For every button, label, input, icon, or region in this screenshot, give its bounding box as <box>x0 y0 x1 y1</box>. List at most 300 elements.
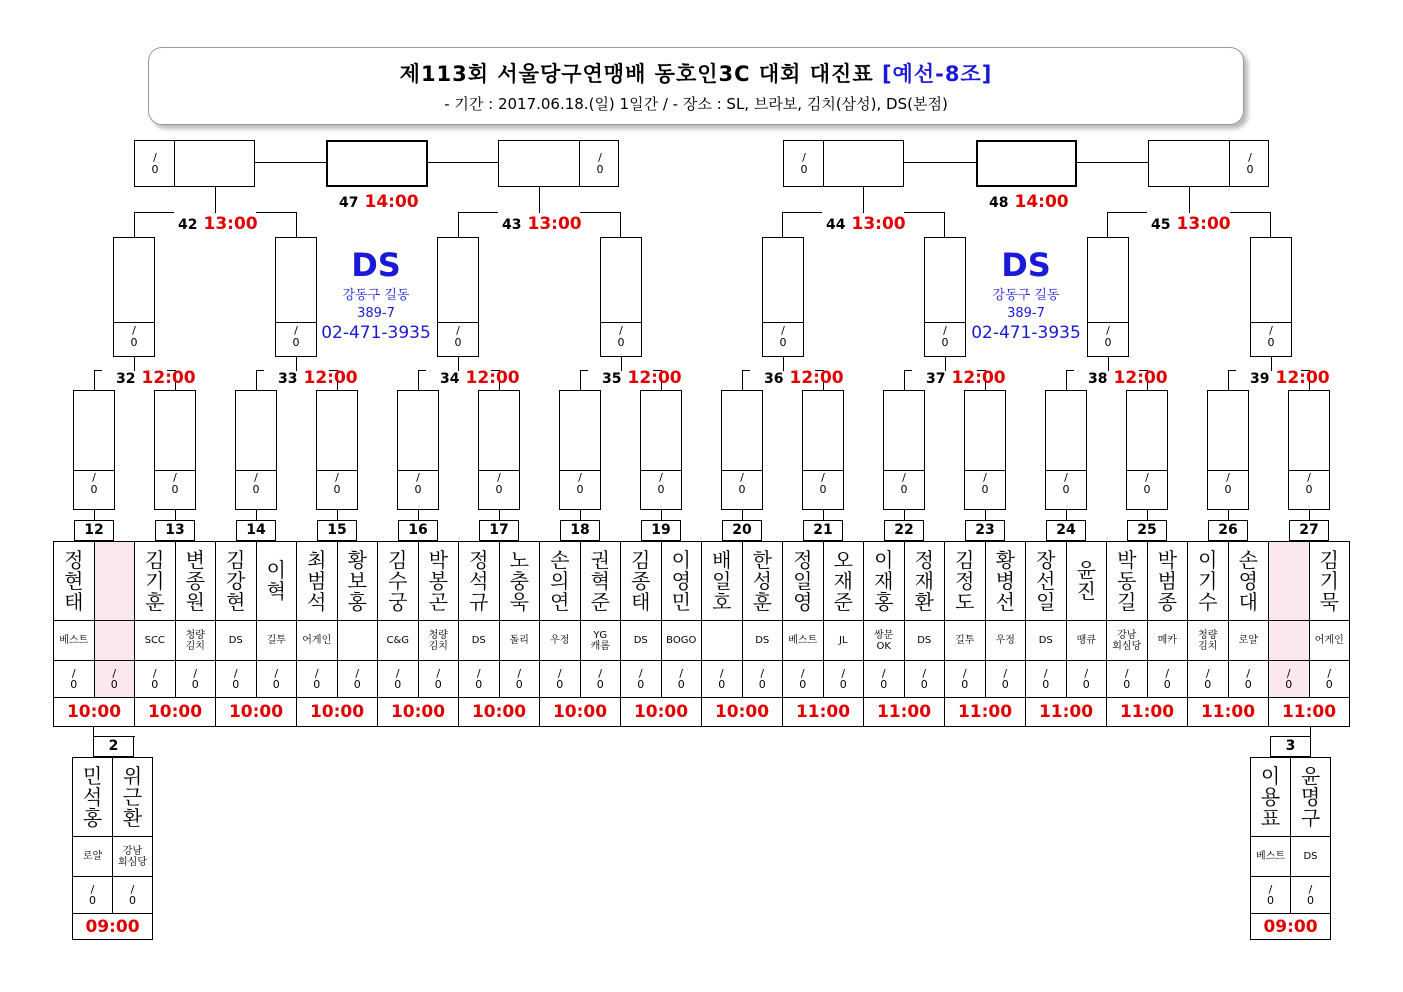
grid-row <box>54 621 1350 661</box>
player-name-cell <box>256 542 297 621</box>
player-name-cell <box>459 542 500 621</box>
match-time: 11:00 <box>1200 702 1256 722</box>
player-club: 땡큐 <box>1076 635 1096 646</box>
score-cell <box>256 661 297 698</box>
match-label <box>278 368 358 388</box>
match-time: 13:00 <box>851 214 906 234</box>
player-grid <box>53 541 1350 727</box>
player-club-cell <box>175 621 216 661</box>
player-club: 우정 <box>995 635 1015 646</box>
match-label <box>116 368 196 388</box>
match-number: 39 <box>1250 371 1270 387</box>
score-placeholder: / 0 <box>394 667 402 691</box>
player-club: 강남 회심당 <box>1112 629 1142 652</box>
match-number: 37 <box>926 371 946 387</box>
bracket-line <box>1288 470 1289 510</box>
player-club: 메카 <box>1157 635 1177 646</box>
match-time-cell <box>1026 698 1107 727</box>
bracket-line <box>559 470 560 510</box>
player-club-cell <box>297 621 338 661</box>
match-time-cell <box>135 698 216 727</box>
player-name-cell <box>499 542 540 621</box>
bracket-line <box>539 187 540 213</box>
player-club: SCC <box>144 635 165 646</box>
bracket-line <box>600 322 642 323</box>
player-name-cell <box>742 542 783 621</box>
player-name-cell <box>113 758 153 837</box>
player-club: 로얄 <box>1238 635 1258 646</box>
score-placeholder: / 0 <box>576 471 584 496</box>
player-club-cell <box>1228 621 1269 661</box>
player-club-cell <box>702 621 743 661</box>
player-name: 윤명구 <box>1300 763 1321 830</box>
player-club-cell <box>337 621 378 661</box>
final-box <box>326 140 428 187</box>
player-club-cell <box>1309 621 1350 661</box>
score-placeholder: / 0 <box>454 324 462 349</box>
player-name-cell <box>1107 542 1148 621</box>
match-time-cell <box>621 698 702 727</box>
match-label <box>764 368 844 388</box>
score-placeholder: / 0 <box>1143 471 1151 496</box>
match-time: 12:00 <box>789 368 844 388</box>
bracket-line <box>174 140 175 187</box>
player-name: 최범석 <box>307 547 327 614</box>
match-label <box>826 214 906 234</box>
score-cell <box>661 661 702 698</box>
match-number-box: 17 <box>479 520 519 541</box>
bracket-line <box>1250 322 1292 323</box>
player-club-cell <box>985 621 1026 661</box>
match-time: 13:00 <box>1176 214 1231 234</box>
match-label <box>440 368 520 388</box>
player-club: DS <box>1038 635 1053 646</box>
match-number-box: 26 <box>1208 520 1248 541</box>
score-placeholder: / 0 <box>1307 883 1314 907</box>
player-name: 손영대 <box>1238 547 1258 614</box>
grid-row <box>54 542 1350 621</box>
player-name-cell <box>945 542 986 621</box>
bracket-line <box>924 322 925 357</box>
player-name: 권혁준 <box>590 547 610 614</box>
score-placeholder: / 0 <box>1062 471 1070 496</box>
match-time: 13:00 <box>203 214 258 234</box>
bracket-line <box>134 357 135 371</box>
score-placeholder: / 0 <box>981 471 989 496</box>
match-number-box: 15 <box>317 520 357 541</box>
match-number: 43 <box>502 217 522 233</box>
player-name: 윤 진 <box>1076 558 1096 603</box>
player-club: YG 캐롬 <box>590 629 610 652</box>
player-name: 이재홍 <box>874 547 894 614</box>
bracket-line <box>275 322 276 357</box>
match-time-cell <box>54 698 135 727</box>
match-time: 12:00 <box>465 368 520 388</box>
score-placeholder: / 0 <box>129 883 136 907</box>
player-name-cell <box>864 542 905 621</box>
match-time: 10:00 <box>309 702 365 722</box>
player-name: 김강현 <box>226 547 246 614</box>
score-cell <box>540 661 581 698</box>
player-club: DS <box>228 635 243 646</box>
match-time: 10:00 <box>147 702 203 722</box>
player-name-cell <box>1026 542 1067 621</box>
grid-row <box>1251 837 1331 877</box>
score-placeholder: / 0 <box>839 667 847 691</box>
score-placeholder: / 0 <box>191 667 199 691</box>
grid-row <box>1251 914 1331 940</box>
player-name-cell <box>1291 758 1331 837</box>
score-placeholder: / 0 <box>1204 667 1212 691</box>
grid-row <box>54 661 1350 698</box>
player-club-cell <box>661 621 702 661</box>
player-club-cell <box>864 621 905 661</box>
bracket-line <box>296 212 297 238</box>
player-name-cell <box>135 542 176 621</box>
match-time: 11:00 <box>876 702 932 722</box>
score-cell <box>499 661 540 698</box>
player-club: 쌍문 OK <box>874 629 894 652</box>
match-number-box: 12 <box>74 520 114 541</box>
player-name-cell <box>661 542 702 621</box>
player-name: 황병선 <box>995 547 1015 614</box>
venue-address-2: 389-7 <box>357 306 395 321</box>
match-time: 10:00 <box>633 702 689 722</box>
match-label <box>178 214 258 234</box>
score-placeholder: / 0 <box>819 471 827 496</box>
match-number-box: 20 <box>722 520 762 541</box>
match-label <box>602 368 682 388</box>
score-placeholder: / 0 <box>596 667 604 691</box>
bracket-line <box>458 212 459 238</box>
match-time: 12:00 <box>1113 368 1168 388</box>
match-time-cell <box>864 698 945 727</box>
match-time: 11:00 <box>1038 702 1094 722</box>
score-cell <box>702 661 743 698</box>
score-placeholder: / 0 <box>353 667 361 691</box>
score-placeholder: / 0 <box>961 667 969 691</box>
match-time-cell <box>945 698 1026 727</box>
bracket-line <box>1045 470 1046 510</box>
player-name: 변종원 <box>185 547 205 614</box>
score-cell <box>1107 661 1148 698</box>
score-placeholder: / 0 <box>1246 151 1254 176</box>
bracket-line <box>742 370 743 391</box>
player-name: 배일호 <box>712 547 732 614</box>
match-time: 11:00 <box>1119 702 1175 722</box>
match-time: 14:00 <box>1014 192 1069 212</box>
match-number-box: 24 <box>1046 520 1086 541</box>
bracket-line <box>579 140 580 187</box>
player-club: 우정 <box>550 635 570 646</box>
player-name-cell <box>54 542 95 621</box>
bracket-line <box>418 370 419 391</box>
match-number-box: 22 <box>884 520 924 541</box>
player-club-cell <box>73 837 113 877</box>
player-name: 이기수 <box>1198 547 1218 614</box>
bracket-line <box>1270 212 1271 238</box>
bracket-line <box>863 187 864 213</box>
match-label <box>1088 368 1168 388</box>
match-time: 12:00 <box>627 368 682 388</box>
score-placeholder: / 0 <box>657 471 665 496</box>
score-placeholder: / 0 <box>434 667 442 691</box>
bracket-line <box>134 212 135 238</box>
match-number-box: 25 <box>1127 520 1167 541</box>
venue-name: DS <box>351 246 401 284</box>
match-time-cell <box>1188 698 1269 727</box>
score-placeholder: / 0 <box>1267 883 1274 907</box>
player-name-cell <box>783 542 824 621</box>
bracket-line <box>1066 370 1067 391</box>
player-name: 민석홍 <box>82 763 103 830</box>
player-name-cell <box>175 542 216 621</box>
score-placeholder: / 0 <box>232 667 240 691</box>
match-number: 33 <box>278 371 298 387</box>
player-club-cell <box>459 621 500 661</box>
match-time: 09:00 <box>1263 916 1318 937</box>
score-placeholder: / 0 <box>1001 667 1009 691</box>
player-club-cell <box>418 621 459 661</box>
match-number: 48 <box>989 195 1009 211</box>
match-time: 12:00 <box>141 368 196 388</box>
bracket-line <box>945 357 946 371</box>
player-name-cell <box>540 542 581 621</box>
score-cell <box>1291 877 1331 914</box>
player-name-cell <box>1309 542 1350 621</box>
match-label <box>339 192 419 212</box>
match-time-cell <box>1251 914 1331 940</box>
score-placeholder: / 0 <box>779 324 787 349</box>
match-number-box: 21 <box>803 520 843 541</box>
player-name-cell <box>418 542 459 621</box>
player-name-cell <box>1269 542 1310 621</box>
match-time: 10:00 <box>552 702 608 722</box>
grid-row <box>1251 758 1331 837</box>
player-club-cell <box>1269 621 1310 661</box>
player-club-cell <box>256 621 297 661</box>
score-placeholder: / 0 <box>333 471 341 496</box>
player-name: 이용표 <box>1260 763 1281 830</box>
bracket-line <box>782 212 783 238</box>
score-cell <box>113 877 153 914</box>
bracket-line <box>600 322 601 357</box>
match-time-cell <box>702 698 783 727</box>
venue-address: 강동구 길동 <box>992 288 1060 303</box>
score-cell <box>1147 661 1188 698</box>
score-placeholder: / 0 <box>617 324 625 349</box>
match-time: 14:00 <box>364 192 419 212</box>
player-name: 박봉곤 <box>428 547 448 614</box>
score-placeholder: / 0 <box>738 471 746 496</box>
venue-phone: 02-471-3935 <box>321 323 431 343</box>
player-name-cell <box>1147 542 1188 621</box>
match-time-cell <box>540 698 621 727</box>
bracket-line <box>94 370 95 391</box>
player-club-cell <box>499 621 540 661</box>
score-placeholder: / 0 <box>90 471 98 496</box>
bracket-line <box>215 187 216 213</box>
match-time-cell <box>1269 698 1350 727</box>
match-number: 35 <box>602 371 622 387</box>
score-cell <box>337 661 378 698</box>
player-name-cell <box>702 542 743 621</box>
venue-phone: 02-471-3935 <box>971 323 1081 343</box>
score-cell <box>742 661 783 698</box>
bracket-line <box>296 357 297 371</box>
player-club: DS <box>633 635 648 646</box>
score-placeholder: / 0 <box>1082 667 1090 691</box>
player-club-cell <box>54 621 95 661</box>
player-club-cell <box>1251 837 1291 877</box>
match-time-cell <box>378 698 459 727</box>
bracket-line <box>580 370 581 391</box>
player-club: 강남 회심당 <box>118 845 147 868</box>
score-placeholder: / 0 <box>1042 667 1050 691</box>
score-cell <box>985 661 1026 698</box>
match-time: 11:00 <box>1281 702 1337 722</box>
player-club: DS <box>1303 851 1318 862</box>
match-time: 10:00 <box>66 702 122 722</box>
title-main: 제113회 서울당구연맹배 동호인3C 대회 대진표 <box>399 62 874 86</box>
score-cell <box>135 661 176 698</box>
player-club-cell <box>1291 837 1331 877</box>
score-placeholder: / 0 <box>800 151 808 176</box>
score-placeholder: / 0 <box>151 667 159 691</box>
bracket-line <box>904 162 977 163</box>
score-cell <box>1026 661 1067 698</box>
bracket-line <box>478 470 479 510</box>
score-placeholder: / 0 <box>900 471 908 496</box>
score-placeholder: / 0 <box>596 151 604 176</box>
match-number-box: 18 <box>560 520 600 541</box>
score-placeholder: / 0 <box>89 883 96 907</box>
player-name-cell <box>216 542 257 621</box>
match-label <box>502 214 582 234</box>
score-placeholder: / 0 <box>718 667 726 691</box>
player-club-cell <box>135 621 176 661</box>
match-time-cell <box>783 698 864 727</box>
player-club: 길투 <box>266 635 286 646</box>
bracket-line <box>621 357 622 371</box>
bracket-line <box>255 162 327 163</box>
match-number-box: 16 <box>398 520 438 541</box>
bracket-line <box>823 140 824 187</box>
bracket-line <box>397 470 398 510</box>
player-name: 위근환 <box>122 763 143 830</box>
player-club-cell <box>945 621 986 661</box>
player-name: 장선일 <box>1036 547 1056 614</box>
score-placeholder: / 0 <box>252 471 260 496</box>
match-time: 10:00 <box>471 702 527 722</box>
player-name-cell <box>1188 542 1229 621</box>
player-club: 베스트 <box>1256 851 1285 862</box>
final-box <box>976 140 1077 187</box>
player-club-cell <box>904 621 945 661</box>
score-placeholder: / 0 <box>920 667 928 691</box>
bracket-line <box>113 322 155 323</box>
score-cell <box>823 661 864 698</box>
match-time-cell <box>1107 698 1188 727</box>
player-club: 돌리 <box>509 635 529 646</box>
player-club-cell <box>1066 621 1107 661</box>
bracket-line <box>154 470 155 510</box>
player-club: 청량 김치 <box>1198 629 1218 652</box>
player-club: 베스트 <box>788 635 818 646</box>
page-title <box>149 58 1243 88</box>
player-name-cell <box>297 542 338 621</box>
score-cell <box>216 661 257 698</box>
bracket-line <box>1077 162 1149 163</box>
venue-name: DS <box>1001 246 1051 284</box>
match-number: 47 <box>339 195 359 211</box>
score-cell <box>1251 877 1291 914</box>
score-cell <box>54 661 95 698</box>
score-cell <box>904 661 945 698</box>
player-name-cell <box>337 542 378 621</box>
player-club-cell <box>540 621 581 661</box>
score-placeholder: / 0 <box>1267 324 1275 349</box>
player-name: 한성훈 <box>752 547 772 614</box>
player-name-cell <box>904 542 945 621</box>
match-label <box>989 192 1069 212</box>
score-placeholder: / 0 <box>110 667 118 691</box>
score-cell <box>621 661 662 698</box>
score-placeholder: / 0 <box>1104 324 1112 349</box>
score-placeholder: / 0 <box>677 667 685 691</box>
bracket-line <box>944 212 945 238</box>
match-number-box: 14 <box>236 520 276 541</box>
bracket-line <box>964 470 965 510</box>
score-placeholder: / 0 <box>313 667 321 691</box>
player-name-cell <box>580 542 621 621</box>
player-name-cell <box>1066 542 1107 621</box>
player-club-cell <box>378 621 419 661</box>
grid-row <box>54 698 1350 727</box>
player-club-cell <box>1147 621 1188 661</box>
bracket-line <box>1229 140 1230 187</box>
score-cell <box>1309 661 1350 698</box>
match-number: 32 <box>116 371 136 387</box>
bracket-line <box>1207 470 1208 510</box>
player-name: 정현태 <box>64 547 84 614</box>
player-name: 박범종 <box>1157 547 1177 614</box>
player-club: 청량 김치 <box>185 629 205 652</box>
score-placeholder: / 0 <box>1123 667 1131 691</box>
bracket-line <box>1108 357 1109 371</box>
score-cell <box>945 661 986 698</box>
player-club-cell <box>94 621 135 661</box>
score-cell <box>783 661 824 698</box>
player-club: 베스트 <box>59 635 89 646</box>
title-group: [예선-8조] <box>881 62 993 86</box>
score-cell <box>580 661 621 698</box>
match-time: 13:00 <box>527 214 582 234</box>
score-placeholder: / 0 <box>495 471 503 496</box>
venue-address: 강동구 길동 <box>342 288 410 303</box>
match-number: 38 <box>1088 371 1108 387</box>
player-name: 김기훈 <box>145 547 165 614</box>
player-club-cell <box>580 621 621 661</box>
score-placeholder: / 0 <box>171 471 179 496</box>
bracket-line <box>802 470 803 510</box>
bracket-line <box>316 470 317 510</box>
player-name-cell <box>94 542 135 621</box>
player-club: DS <box>755 635 770 646</box>
score-placeholder: / 0 <box>70 667 78 691</box>
score-placeholder: / 0 <box>1305 471 1313 496</box>
match-number: 34 <box>440 371 460 387</box>
